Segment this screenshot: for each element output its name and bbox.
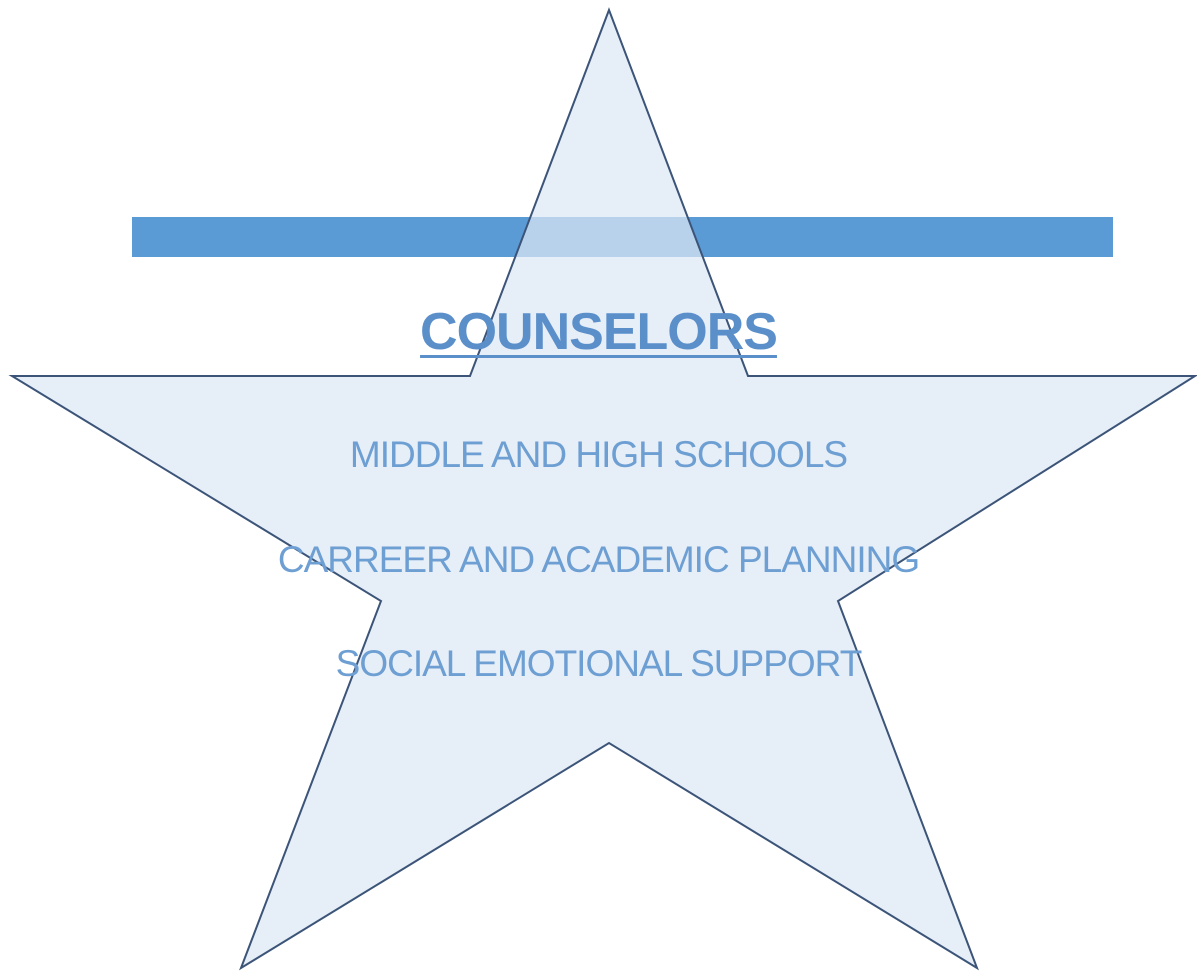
text-line-support: SOCIAL EMOTIONAL SUPPORT bbox=[335, 643, 862, 684]
star-polygon bbox=[12, 10, 1195, 968]
text-line-schools: MIDDLE AND HIGH SCHOOLS bbox=[349, 434, 848, 475]
text-line-planning: CARREER AND ACADEMIC PLANNING bbox=[277, 539, 920, 580]
counselors-heading: COUNSELORS bbox=[420, 303, 777, 361]
